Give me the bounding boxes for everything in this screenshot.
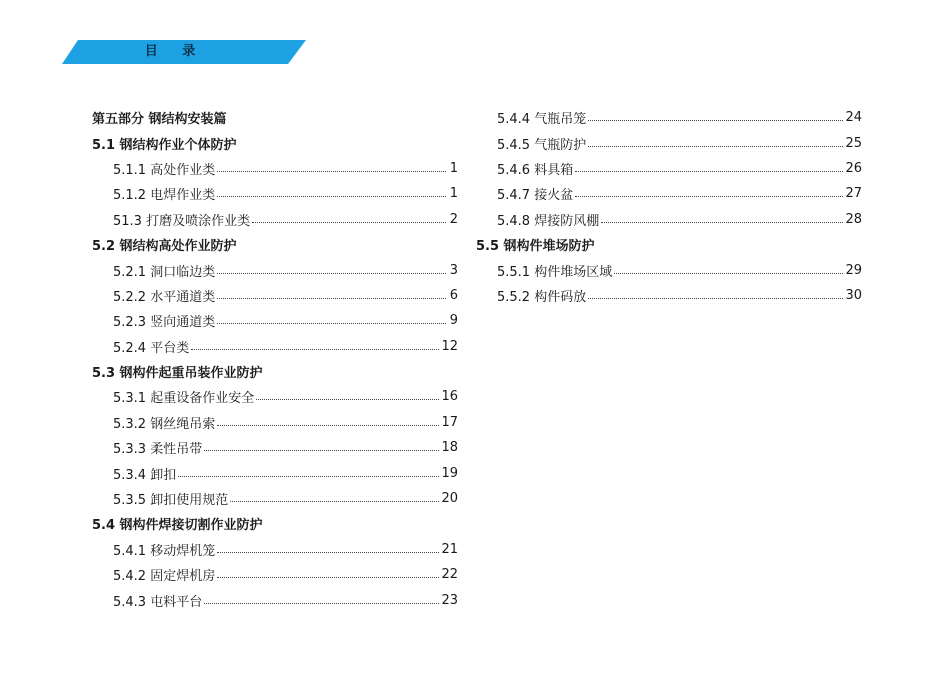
- toc-entry[interactable]: [92, 156, 458, 181]
- toc-entry-label: 5.1.1 高处作业类: [113, 162, 216, 178]
- toc-entry[interactable]: [92, 334, 458, 359]
- toc-entry[interactable]: [92, 384, 458, 409]
- toc-section-heading[interactable]: [476, 232, 862, 257]
- toc-section-heading[interactable]: [92, 232, 458, 257]
- toc-entry[interactable]: [476, 283, 862, 308]
- toc-heading-label: 第五部分 钢结构安装篇: [92, 112, 227, 128]
- toc-section-heading[interactable]: [92, 105, 458, 130]
- toc-entry[interactable]: [476, 207, 862, 232]
- toc-heading-label: 5.1 钢结构作业个体防护: [92, 137, 237, 153]
- page-title: 目 录: [144, 44, 206, 59]
- toc-entry-label: 5.4.4 气瓶吊笼: [497, 112, 587, 128]
- dot-leader: [178, 476, 439, 477]
- toc-page-number: 21: [441, 541, 458, 557]
- toc-entry[interactable]: [92, 562, 458, 587]
- toc-page-number: 2: [449, 211, 458, 227]
- toc-page-number: 28: [845, 211, 862, 227]
- toc-page-number: 1: [449, 186, 458, 202]
- toc-entry-label: 5.4.7 接火盆: [497, 188, 574, 204]
- toc-entry-label: 5.4.5 气瓶防护: [497, 137, 587, 153]
- dot-leader: [217, 273, 446, 274]
- toc-heading-label: 5.4 钢构件焊接切割作业防护: [92, 518, 263, 534]
- toc-section-heading[interactable]: [92, 359, 458, 384]
- dot-leader: [217, 323, 446, 324]
- toc-entry[interactable]: [476, 105, 862, 130]
- toc-page-number: 1: [449, 160, 458, 176]
- toc-entry[interactable]: [92, 207, 458, 232]
- toc-entry-label: 5.4.2 固定焊机房: [113, 569, 216, 585]
- toc-entry-label: 5.1.2 电焊作业类: [113, 188, 216, 204]
- toc-page-number: 12: [441, 338, 458, 354]
- toc-entry[interactable]: [92, 537, 458, 562]
- toc-page-number: 19: [441, 465, 458, 481]
- toc-entry-label: 5.3.3 柔性吊带: [113, 442, 203, 458]
- toc-heading-label: 5.5 钢构件堆场防护: [476, 239, 595, 255]
- toc-entry[interactable]: [476, 181, 862, 206]
- toc-page-number: 9: [449, 313, 458, 329]
- toc-page-number: 22: [441, 567, 458, 583]
- toc-entry[interactable]: [92, 257, 458, 282]
- dot-leader: [252, 222, 446, 223]
- toc-column-right: [476, 105, 862, 308]
- toc-page-number: 27: [845, 186, 862, 202]
- toc-entry[interactable]: [476, 257, 862, 282]
- toc-entry[interactable]: [92, 460, 458, 485]
- toc-page-number: 30: [845, 287, 862, 303]
- toc-section-heading[interactable]: [92, 130, 458, 155]
- dot-leader: [191, 349, 439, 350]
- dot-leader: [217, 425, 439, 426]
- toc-entry[interactable]: [92, 308, 458, 333]
- toc-entry-label: 5.4.8 焊接防风棚: [497, 213, 600, 229]
- toc-entry-label: 5.2.1 洞口临边类: [113, 264, 216, 280]
- toc-page-number: 20: [441, 491, 458, 507]
- toc-entry-label: 5.3.5 卸扣使用规范: [113, 493, 229, 509]
- dot-leader: [204, 450, 439, 451]
- toc-entry[interactable]: [92, 435, 458, 460]
- dot-leader: [217, 298, 446, 299]
- toc-entry-label: 5.4.1 移动焊机笼: [113, 543, 216, 559]
- toc-page-number: 25: [845, 135, 862, 151]
- toc-page-number: 18: [441, 440, 458, 456]
- toc-page-number: 16: [441, 389, 458, 405]
- toc-page-number: 17: [441, 414, 458, 430]
- toc-page-number: 3: [449, 262, 458, 278]
- toc-entry[interactable]: [92, 283, 458, 308]
- toc-entry-label: 5.4.6 料具箱: [497, 162, 574, 178]
- toc-entry-label: 5.3.2 钢丝绳吊索: [113, 416, 216, 432]
- dot-leader: [217, 577, 439, 578]
- dot-leader: [217, 552, 439, 553]
- toc-entry-label: 5.5.1 构件堆场区域: [497, 264, 613, 280]
- dot-leader: [588, 298, 843, 299]
- toc-page-number: 26: [845, 160, 862, 176]
- toc-entry-label: 5.3.4 卸扣: [113, 467, 177, 483]
- dot-leader: [204, 603, 439, 604]
- toc-entry-label: 51.3 打磨及喷涂作业类: [113, 213, 251, 229]
- toc-entry-label: 5.2.2 水平通道类: [113, 289, 216, 305]
- dot-leader: [256, 399, 439, 400]
- dot-leader: [575, 196, 843, 197]
- toc-banner: [62, 40, 306, 64]
- dot-leader: [217, 171, 446, 172]
- toc-entry-label: 5.5.2 构件码放: [497, 289, 587, 305]
- toc-heading-label: 5.3 钢构件起重吊装作业防护: [92, 366, 263, 382]
- toc-entry[interactable]: [92, 486, 458, 511]
- toc-entry[interactable]: [476, 156, 862, 181]
- toc-section-heading[interactable]: [92, 511, 458, 536]
- toc-page-number: 24: [845, 110, 862, 126]
- toc-page-number: 6: [449, 287, 458, 303]
- dot-leader: [601, 222, 843, 223]
- toc-entry-label: 5.3.1 起重设备作业安全: [113, 391, 255, 407]
- dot-leader: [217, 196, 446, 197]
- toc-entry-label: 5.4.3 屯料平台: [113, 594, 203, 610]
- toc-entry[interactable]: [92, 587, 458, 612]
- dot-leader: [230, 501, 439, 502]
- toc-entry[interactable]: [92, 181, 458, 206]
- toc-page-number: 29: [845, 262, 862, 278]
- toc-column-left: [92, 105, 458, 613]
- toc-entry[interactable]: [476, 130, 862, 155]
- toc-page-number: 23: [441, 592, 458, 608]
- dot-leader: [588, 146, 843, 147]
- dot-leader: [588, 120, 843, 121]
- dot-leader: [575, 171, 843, 172]
- toc-entry-label: 5.2.3 竖向通道类: [113, 315, 216, 331]
- toc-entry[interactable]: [92, 410, 458, 435]
- dot-leader: [614, 273, 843, 274]
- toc-entry-label: 5.2.4 平台类: [113, 340, 190, 356]
- toc-heading-label: 5.2 钢结构高处作业防护: [92, 239, 237, 255]
